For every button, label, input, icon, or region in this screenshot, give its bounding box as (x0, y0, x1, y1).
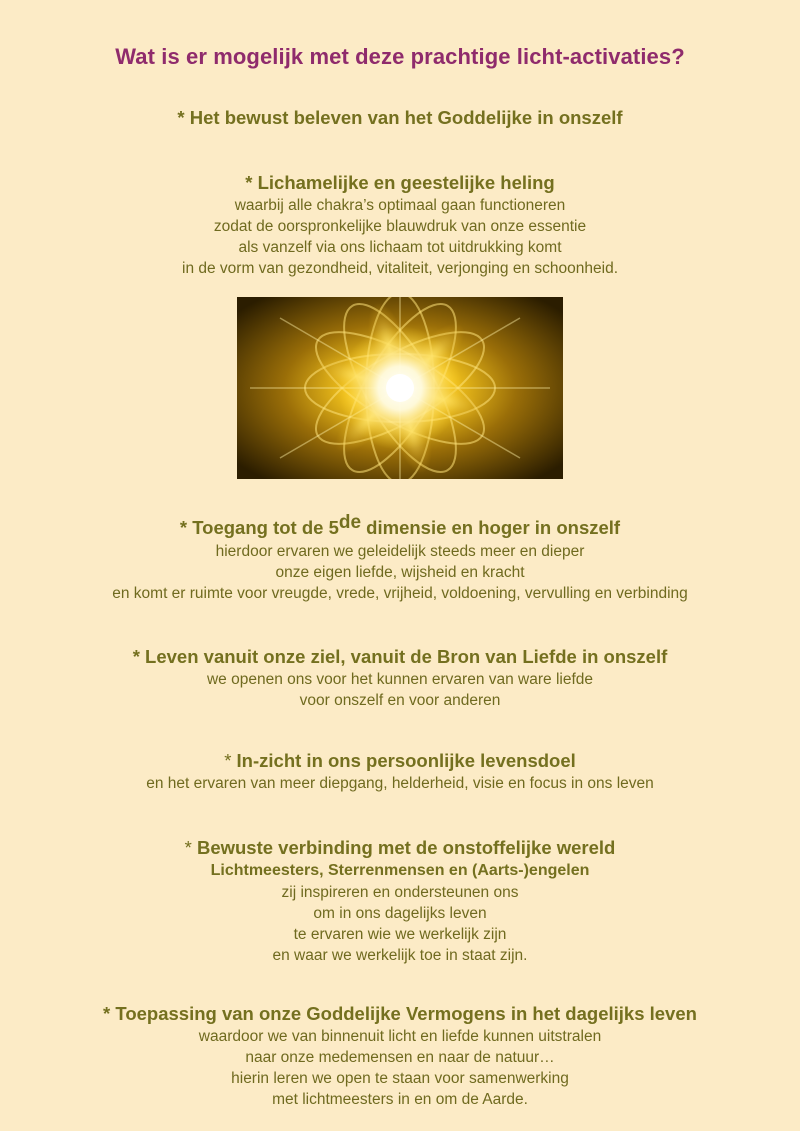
heading-superscript: de (338, 512, 362, 533)
section-fifth-dimension (0, 512, 800, 604)
section-divine-awareness (0, 106, 800, 130)
section-line: voor onszelf en voor anderen (299, 692, 501, 709)
section-nonphysical-connection (0, 836, 800, 966)
section-line: naar onze medemensen en naar de natuur… (245, 1049, 555, 1066)
section-line: hierin leren we open te staan voor samenwerking (231, 1070, 569, 1087)
heading-star: * (184, 837, 197, 858)
heading-star: * (224, 750, 237, 771)
section-heading (0, 512, 800, 541)
section-heading (0, 749, 800, 773)
heading-prefix: * Toegang tot de 5 (179, 517, 339, 538)
section-heading: * Het bewust beleven van het Goddelijke in onszelf (177, 107, 623, 128)
section-healing (0, 171, 800, 279)
heading-suffix: dimensie en hoger in onszelf (361, 517, 621, 538)
section-subheading: Lichtmeesters, Sterrenmensen en (Aarts-)engelen (210, 862, 590, 879)
section-line: en het ervaren van meer diepgang, helderheid, visie en focus in ons leven (146, 775, 654, 792)
section-life-purpose (0, 749, 800, 794)
golden-light-mandala-image (237, 297, 563, 479)
section-line: in de vorm van gezondheid, vitaliteit, verjonging en schoonheid. (182, 260, 618, 277)
section-line: onze eigen liefde, wijsheid en kracht (275, 564, 525, 581)
section-heading: * Leven vanuit onze ziel, vanuit de Bron van Liefde in onszelf (132, 646, 668, 667)
section-heading: * Toepassing van onze Goddelijke Vermogens in het dagelijks leven (103, 1003, 697, 1024)
section-line: zij inspireren en ondersteunen ons (281, 884, 519, 901)
section-line: om in ons dagelijks leven (313, 905, 487, 922)
heading-text: In-zicht in ons persoonlijke levensdoel (236, 750, 576, 771)
section-line: hierdoor ervaren we geleidelijk steeds meer en dieper (215, 543, 585, 560)
heading-text: Bewuste verbinding met de onstoffelijke wereld (196, 837, 616, 858)
section-heading: * Lichamelijke en geestelijke heling (245, 172, 555, 193)
section-line: we openen ons voor het kunnen ervaren van ware liefde (206, 671, 594, 688)
section-divine-abilities (0, 1002, 800, 1110)
section-line: waardoor we van binnenuit licht en liefde kunnen uitstralen (198, 1028, 602, 1045)
section-line: met lichtmeesters in en om de Aarde. (272, 1091, 528, 1108)
section-line: en komt er ruimte voor vreugde, vrede, vrijheid, voldoening, vervulling en verbinding (112, 585, 688, 602)
section-line: en waar we werkelijk toe in staat zijn. (272, 947, 528, 964)
section-heading (0, 836, 800, 860)
section-line: te ervaren wie we werkelijk zijn (293, 926, 507, 943)
section-line: waarbij alle chakra’s optimaal gaan functioneren (234, 197, 566, 214)
page-title: Wat is er mogelijk met deze prachtige licht-activaties? (115, 44, 685, 69)
section-line: zodat de oorspronkelijke blauwdruk van onze essentie (213, 218, 587, 235)
section-soul-living (0, 645, 800, 711)
section-line: als vanzelf via ons lichaam tot uitdrukking komt (238, 239, 562, 256)
